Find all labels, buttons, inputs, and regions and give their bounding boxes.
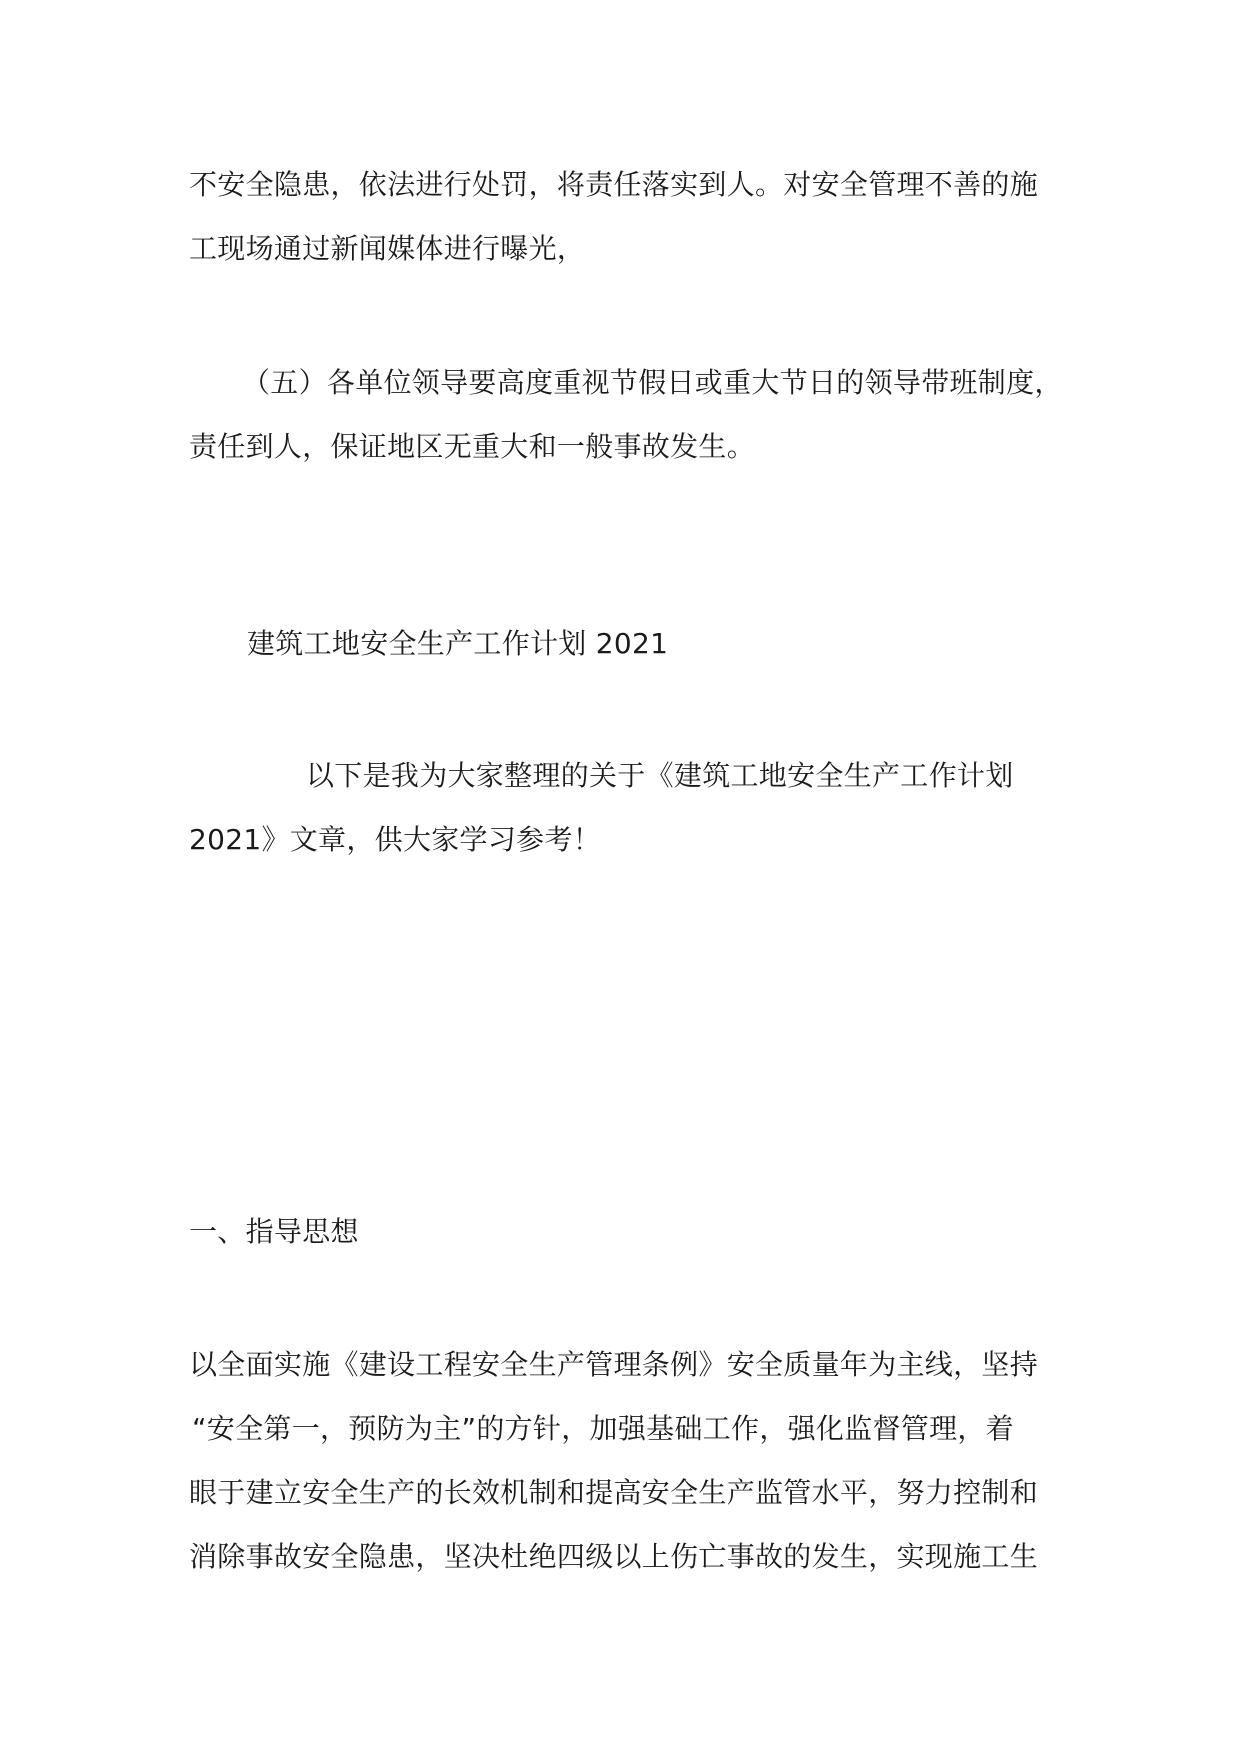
paragraph-line: 责任到人，保证地区无重大和一般事故发生。 (189, 430, 756, 463)
section-body-line: “安全第一，预防为主”的方针，加强基础工作，强化监督管理，着 (192, 1412, 1015, 1445)
intro-line: 2021》文章，供大家学习参考！ (189, 823, 602, 856)
section-body-line: 消除事故安全隐患，坚决杜绝四级以上伤亡事故的发生，实现施工生 (189, 1540, 1039, 1573)
paragraph-line: （五）各单位领导要高度重视节假日或重大节日的领导带班制度， (242, 366, 1063, 399)
paragraph-line: 工现场通过新闻媒体进行曝光， (189, 232, 586, 265)
section-body-line: 以全面实施《建设工程安全生产管理条例》安全质量年为主线，坚持 (189, 1348, 1039, 1381)
article-title: 建筑工地安全生产工作计划 2021 (247, 627, 669, 660)
paragraph-line: 不安全隐患，依法进行处罚，将责任落实到人。对安全管理不善的施 (189, 168, 1039, 201)
intro-line: 以下是我为大家整理的关于《建筑工地安全生产工作计划 (306, 759, 1014, 792)
section-body-line: 眼于建立安全生产的长效机制和提高安全生产监管水平，努力控制和 (189, 1476, 1039, 1509)
section-heading: 一、指导思想 (189, 1215, 359, 1248)
